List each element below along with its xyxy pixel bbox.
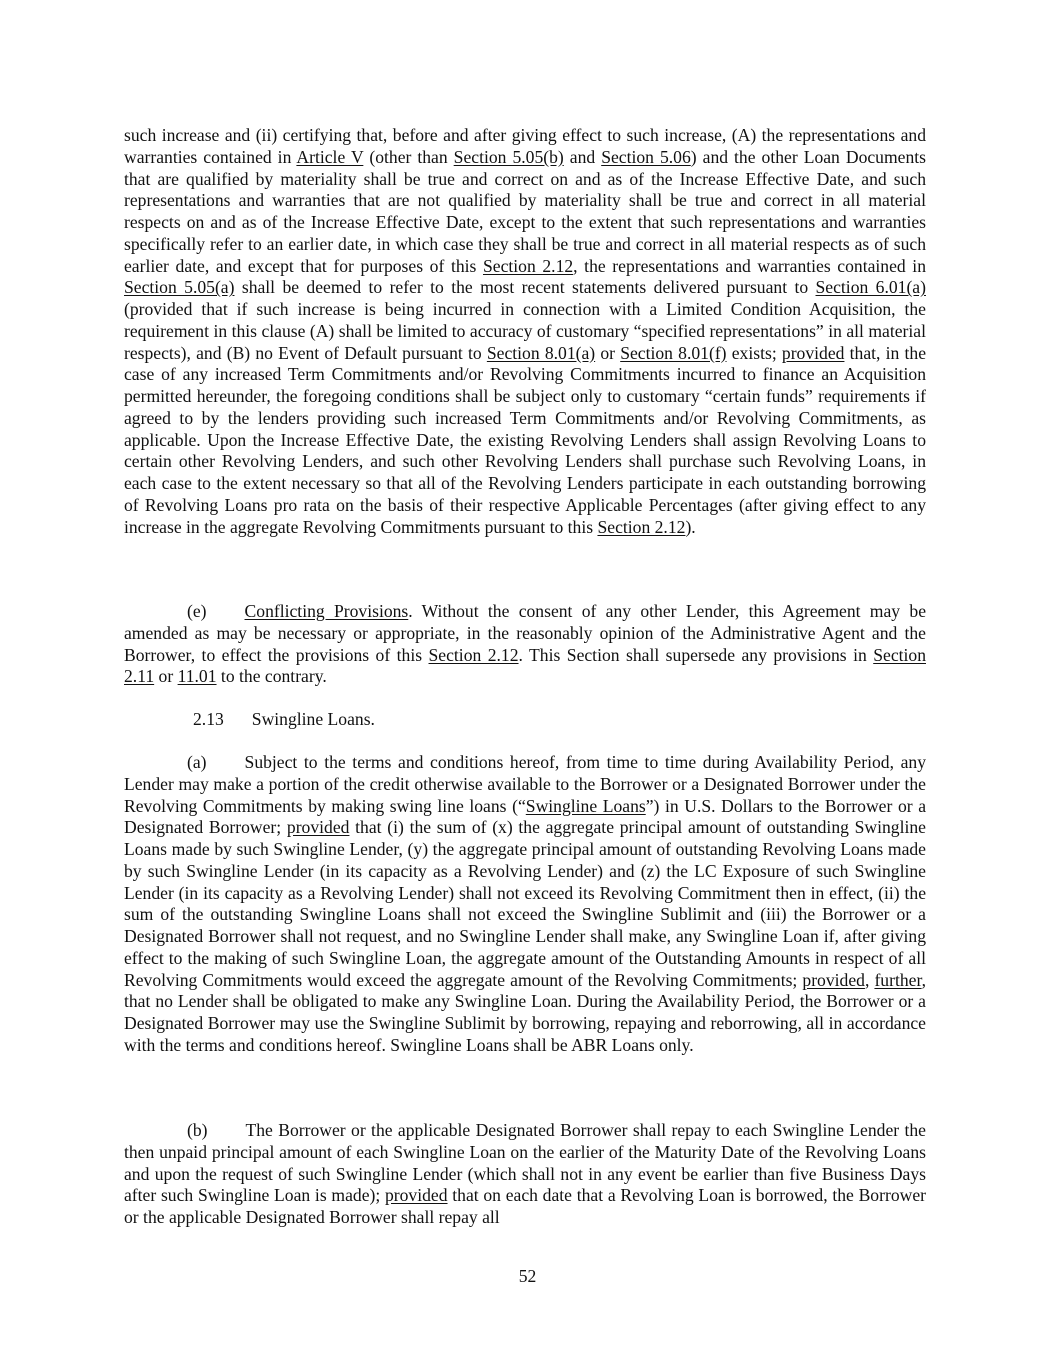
cross-reference: 11.01 <box>177 666 217 687</box>
cross-reference: Section 2.12 <box>428 644 519 665</box>
text: . This Section shall supersede any provisions in <box>518 644 874 665</box>
clause-marker: (e) <box>187 601 207 621</box>
emphasis-term: provided <box>781 342 845 363</box>
paragraph-swingline-a <box>124 752 926 1057</box>
text: and <box>563 146 602 167</box>
defined-term: Swingline Loans <box>525 795 646 816</box>
text: (other than <box>363 146 454 167</box>
emphasis-term: further <box>874 969 922 990</box>
cross-reference: Article V <box>296 146 364 167</box>
text: that (i) the sum of (x) the aggregate principal amount of outstanding Swingline Loans made by such Swingline Lender, (y) the aggregate principal amount of outstanding Revolving Loans made by such Swingline Lender (in its capacity as a Revolving Lender) and (z) the LC Exposure of such Swingline Lender (in its capacity as a Revolving Lender) shall not exceed its Revolving Commitment then in effect, (ii) the sum of the outstanding Swingline Loans shall not exceed the Swingline Sublimit and (iii) the Borrower or a Designated Borrower shall not request, and no Swingline Lender shall make, any Swingline Loan if, after giving effect to the making of such Swingline Loan, the aggregate amount of the Outstanding Amounts in respect of all Revolving Commitments would exceed the aggregate amount of the Revolving Commitments; <box>124 817 926 990</box>
clause-marker: (a) <box>187 752 207 772</box>
text: ”) in U.S. Dollars to the Borrower or a Designated Borrower; <box>124 795 927 838</box>
page-number: 52 <box>518 1266 537 1286</box>
text: , that no Lender shall be obligated to make any Swingline Loan. During the Availability Period, the Borrower or a Designated Borrower may use the Swingline Sublimit by borrowing, repaying and reborrowing, all in accordance with the terms and conditions hereof. Swingline Loans shall be ABR Loans only. <box>124 969 927 1055</box>
cross-reference: Section 2.11 <box>124 644 926 687</box>
emphasis-term: provided <box>802 969 865 990</box>
paragraph-swingline-b <box>124 1120 926 1229</box>
clause-heading: Conflicting Provisions <box>244 601 409 621</box>
text: ). <box>685 516 696 537</box>
paragraph-continuation <box>124 125 926 538</box>
text: , the representations and warranties contained in <box>573 255 926 276</box>
emphasis-term: provided <box>286 817 350 838</box>
cross-reference: Section 8.01(a) <box>486 342 596 363</box>
paragraph-conflicting-provisions <box>124 601 926 688</box>
cross-reference: Section 6.01(a) <box>815 277 926 298</box>
cross-reference: Section 5.06 <box>601 146 691 167</box>
clause-marker: (b) <box>187 1120 208 1140</box>
text: Subject to the terms and conditions hereof, from time to time during Availability Period, any Lender may make a portion of the credit otherwise available to the Borrower or a Designated Borrower under the Revolving Commitments by making swing line loans (“ <box>124 752 926 816</box>
text: exists; <box>726 342 782 363</box>
text: or <box>154 666 178 687</box>
text: ) and the other Loan Documents that are qualified by materiality shall be true and correct on and as of the Increase Effective Date, and such representations and warranties that are not qualified by materiality shall be true and correct in all material respects on and as of the Increase Effective Date, except to the extent that such representations and warranties specifically refer to an earlier date, in which case they shall be true and correct in all material respects as of such earlier date, and except that for purposes of this <box>124 146 926 276</box>
section-number: 2.13 <box>193 709 224 729</box>
text: to the contrary. <box>216 666 327 687</box>
text: that, in the case of any increased Term Commitments and/or Revolving Commitments incurred to finance an Acquisition permitted hereunder, the foregoing conditions shall be subject only to customary “certain funds” requirements if agreed to by the lenders providing such increased Term Commitments and/or Revolving Commitments, as applicable. Upon the Increase Effective Date, the existing Revolving Lenders shall assign Revolving Loans to certain other Revolving Lenders, and such other Revolving Lenders shall purchase such Revolving Loans, in each case to the extent necessary so that all of the Revolving Lenders participate in each outstanding borrowing of Revolving Loans pro rata on the basis of their respective Applicable Percentages (after giving effect to any increase in the aggregate Revolving Commitments pursuant to this <box>124 342 926 537</box>
section-heading <box>193 709 693 731</box>
section-title: Swingline Loans. <box>251 709 375 729</box>
cross-reference: Section 2.12 <box>597 516 686 537</box>
text: shall be deemed to refer to the most recent statements delivered pursuant to <box>234 277 816 298</box>
text: or <box>595 342 621 363</box>
text: , <box>864 969 875 990</box>
emphasis-term: provided <box>384 1185 448 1206</box>
cross-reference: Section 2.12 <box>482 255 574 276</box>
cross-reference: Section 5.05(a) <box>124 277 235 298</box>
text: that on each date that a Revolving Loan is borrowed, the Borrower or the applicable Designated Borrower shall repay all <box>124 1185 926 1227</box>
text: The Borrower or the applicable Designated Borrower shall repay to each Swingline Lender the then unpaid principal amount of each Swingline Loan on the earlier of the Maturity Date of the Revolving Loans and upon the request of such Swingline Lender (which shall not in any event be earlier than five Business Days after such Swingline Loan is made); <box>124 1120 926 1206</box>
text: (provided that if such increase is being incurred in connection with a Limited Condition Acquisition, the requirement in this clause (A) shall be limited to accuracy of customary “specified representations” in all material respects), and (B) no Event of Default pursuant to <box>124 299 926 363</box>
cross-reference: Section 8.01(f) <box>620 342 727 363</box>
cross-reference: Section 5.05(b) <box>453 146 564 167</box>
text: such increase and (ii) certifying that, before and after giving effect to such increase, (A) the representations and warranties contained in <box>124 125 926 167</box>
text: . Without the consent of any other Lender, this Agreement may be amended as may be necessary or appropriate, in the reasonably opinion of the Administrative Agent and the Borrower, to effect the provisions of this <box>124 601 927 665</box>
